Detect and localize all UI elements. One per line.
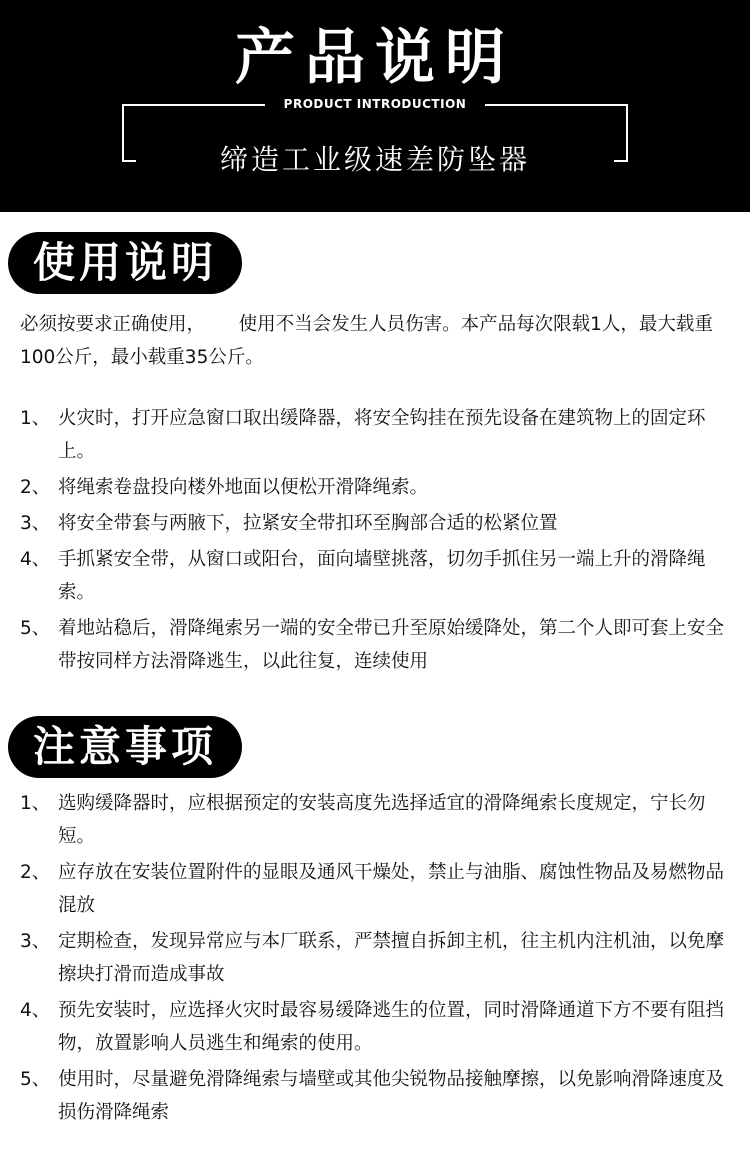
section-heading-notes: 注意事项 xyxy=(8,716,242,778)
product-name: 缔造工业级速差防坠器 xyxy=(219,143,530,176)
item-number: 3、 xyxy=(20,931,51,952)
item-number: 5、 xyxy=(20,1069,51,1090)
item-text: 将绳索卷盘投向楼外地面以便松开滑降绳索。 xyxy=(58,477,429,498)
item-number: 3、 xyxy=(20,513,51,534)
item-text: 应存放在安装位置附件的显眼及通风干燥处，禁止与油脂、腐蚀性物品及易燃物品混放 xyxy=(58,862,725,916)
page-title: 产品说明 xyxy=(235,23,515,93)
item-text: 手抓紧安全带，从窗口或阳台，面向墙壁挑落，切勿手抓住另一端上升的滑降绳索。 xyxy=(58,549,706,603)
item-number: 1、 xyxy=(20,793,51,814)
list-item xyxy=(20,787,740,853)
usage-steps xyxy=(20,402,740,681)
item-text: 将安全带套与两腋下，拉紧安全带扣环至胸部合适的松紧位置 xyxy=(58,513,558,534)
page-subtitle: PRODUCT INTRODUCTION xyxy=(283,97,467,111)
list-item xyxy=(20,994,740,1060)
list-item xyxy=(20,612,740,678)
item-number: 2、 xyxy=(20,862,51,883)
item-text: 预先安装时，应选择火灾时最容易缓降逃生的位置，同时滑降通道下方不要有阻挡物，放置影响人员逃生和绳索的使用。 xyxy=(58,1000,725,1054)
list-item xyxy=(20,925,740,991)
item-number: 4、 xyxy=(20,1000,51,1021)
list-item xyxy=(20,543,740,609)
list-item xyxy=(20,856,740,922)
item-text: 选购缓降器时，应根据预定的安装高度先选择适宜的滑降绳索长度规定，宁长勿短。 xyxy=(58,793,706,847)
item-number: 1、 xyxy=(20,408,51,429)
list-item xyxy=(20,507,740,540)
list-item xyxy=(20,1063,740,1129)
list-item xyxy=(20,402,740,468)
item-text: 定期检查，发现异常应与本厂联系，严禁擅自拆卸主机，往主机内注机油，以免摩擦块打滑而造成事故 xyxy=(58,931,725,985)
item-number: 4、 xyxy=(20,549,51,570)
item-text: 使用时，尽量避免滑降绳索与墙壁或其他尖锐物品接触摩擦，以免影响滑降速度及损伤滑降绳索 xyxy=(58,1069,725,1123)
item-number: 2、 xyxy=(20,477,51,498)
section-heading-usage: 使用说明 xyxy=(8,232,242,294)
item-text: 着地站稳后，滑降绳索另一端的安全带已升至原始缓降处，第二个人即可套上安全带按同样方法滑降逃生，以此往复，连续使用 xyxy=(58,618,725,672)
header-banner xyxy=(0,0,750,212)
usage-intro: 必须按要求正确使用， 使用不当会发生人员伤害。本产品每次限载1人，最大载重100公斤，最小载重35公斤。 xyxy=(20,314,713,368)
item-text: 火灾时，打开应急窗口取出缓降器，将安全钩挂在预先设备在建筑物上的固定环上。 xyxy=(58,408,706,462)
list-item xyxy=(20,471,740,504)
notes-list xyxy=(20,787,740,1132)
item-number: 5、 xyxy=(20,618,51,639)
